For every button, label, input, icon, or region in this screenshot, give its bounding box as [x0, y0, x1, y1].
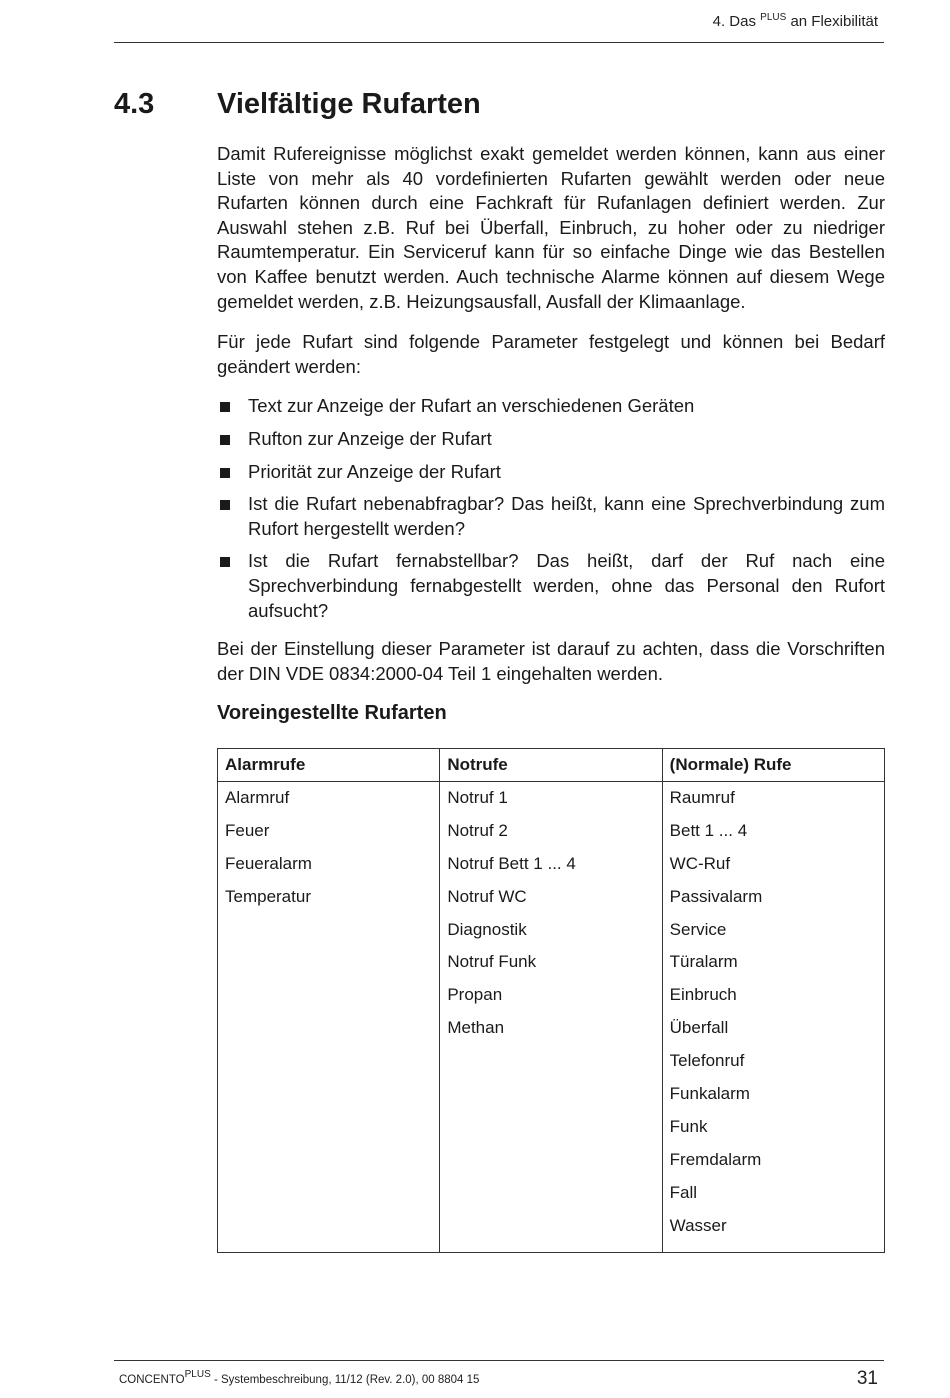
table-cell: Raumruf: [669, 788, 735, 807]
table-cell: Notruf 1: [447, 788, 508, 807]
column-notrufe: [440, 782, 662, 1253]
table-cell: Fremdalarm: [669, 1149, 762, 1169]
table-cell: Überfall: [669, 1018, 729, 1038]
table-cell: WC-Ruf: [669, 853, 731, 873]
table-cell: Passivalarm: [669, 886, 763, 906]
table-cell: Notruf 2: [447, 820, 508, 840]
table-heading: Voreingestellte Rufarten: [217, 702, 447, 724]
square-bullet-icon: [220, 557, 230, 567]
list-item: Text zur Anzeige der Rufart an verschiedenen Geräten: [217, 394, 885, 419]
column-header-alarmrufe: Alarmrufe: [218, 749, 440, 782]
table-cell: Service: [669, 919, 727, 939]
square-bullet-icon: [220, 468, 230, 478]
list-item: Ist die Rufart nebenabfragbar? Das heißt, kann eine Sprechverbindung zum Rufort hergestellt werden?: [217, 492, 885, 541]
square-bullet-icon: [220, 500, 230, 510]
square-bullet-icon: [220, 435, 230, 445]
column-header-normale-rufe: (Normale) Rufe: [662, 749, 884, 782]
column-header-notrufe: Notrufe: [440, 749, 662, 782]
table-cell: Propan: [447, 985, 503, 1005]
page-header: [114, 0, 884, 43]
list-item: Ist die Rufart fernabstellbar? Das heißt, darf der Ruf nach eine Sprechverbindung fernabgestellt werden, ohne das Personal den Rufort aufsucht?: [217, 549, 885, 623]
table-row: [218, 782, 885, 1253]
table-cell: Türalarm: [669, 952, 738, 972]
table-cell: Telefonruf: [669, 1051, 745, 1071]
parameter-list: [217, 394, 885, 623]
footer-doc-info: $CONCENTO^{PLUS}$ - Systembeschreibung, 11/12 (Rev. 2.0), 00 8804 15: [119, 1369, 480, 1386]
table-cell: Wasser: [669, 1215, 727, 1235]
call-types-table: [217, 748, 885, 1253]
table-cell: Funkalarm: [669, 1084, 750, 1104]
table-cell: Diagnostik: [447, 919, 527, 939]
closing-paragraph: Bei der Einstellung dieser Parameter ist darauf zu achten, dass die Vorschriften der DIN VDE 0834:2000-04 Teil 1 eingehalten werden.: [217, 638, 885, 684]
section-number: 4.3: [114, 88, 155, 120]
list-item: Rufton zur Anzeige der Rufart: [217, 427, 885, 452]
table-cell: Temperatur: [225, 886, 311, 906]
table-cell: Funk: [669, 1116, 708, 1136]
section-title: Vielfältige Rufarten: [217, 88, 481, 120]
list-item: Priorität zur Anzeige der Rufart: [217, 460, 885, 485]
table-cell: Alarmruf: [225, 788, 290, 807]
table-cell: Feueralarm: [225, 853, 312, 873]
square-bullet-icon: [220, 402, 230, 412]
page-footer: [114, 1360, 884, 1398]
column-alarmrufe: [218, 782, 440, 1253]
table-cell: Feuer: [225, 820, 270, 840]
parameters-intro: Für jede Rufart sind folgende Parameter festgelegt und können bei Bedarf geändert werden:: [217, 331, 885, 377]
table-cell: Notruf Funk: [447, 952, 537, 972]
page-number: 31: [856, 1368, 878, 1389]
table-cell: Fall: [669, 1182, 698, 1202]
table-cell: Methan: [447, 1018, 505, 1038]
section-body: [217, 142, 885, 686]
column-normale-rufe: [662, 782, 884, 1253]
table-cell: Bett 1 ... 4: [669, 820, 748, 840]
table-header-row: [218, 749, 885, 782]
intro-paragraph: Damit Rufereignisse möglichst exakt gemeldet werden können, kann aus einer Liste von mehr als 40 vordefinierten Rufarten gewählt werden oder neue Rufarten können durch eine Fachkraft für Rufanlagen definiert werden. Zur Auswahl stehen z.B. Ruf bei Überfall, Einbruch, zu hoher oder zu niedriger Raumtemperatur. Ein Serviceruf kann für so einfache Dinge wie das Bestellen von Kaffee benutzt werden. Auch technische Alarme können auf diesem Wege gemeldet werden, z.B. Heizungsausfall, Ausfall der Klimaanlage.: [217, 143, 885, 312]
table-cell: Notruf WC: [447, 886, 527, 906]
table-cell: Einbruch: [669, 985, 737, 1005]
table-cell: Notruf Bett 1 ... 4: [447, 853, 576, 873]
running-header: 4. Das $^{PLUS}$ an Flexibilität: [712, 12, 878, 30]
